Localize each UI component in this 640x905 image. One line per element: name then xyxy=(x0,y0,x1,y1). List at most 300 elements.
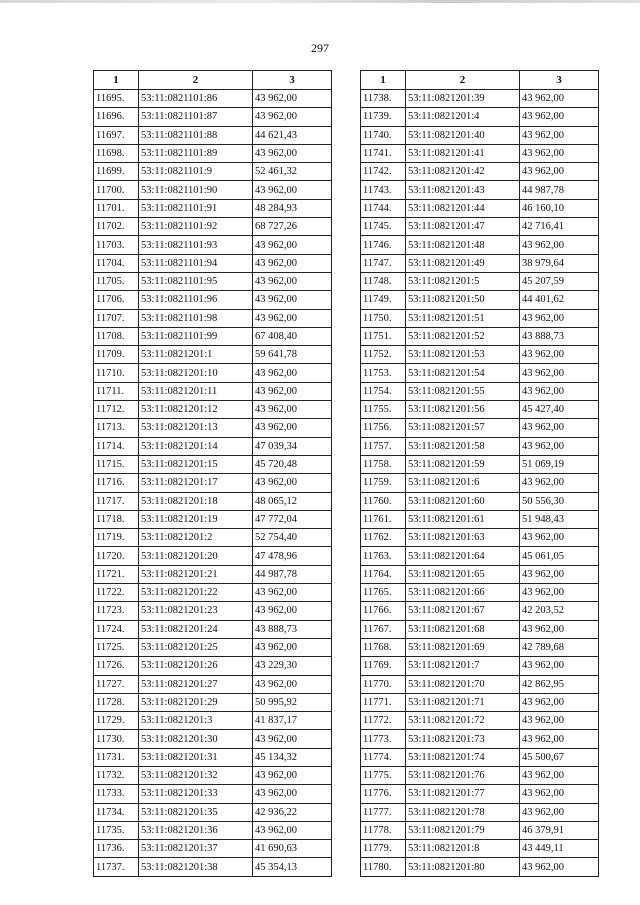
table-row xyxy=(361,510,599,528)
registry-table-right xyxy=(360,70,599,877)
row-number-cell: 11741. xyxy=(361,144,406,162)
cadastral-number-cell: 53:11:0821201:18 xyxy=(139,492,253,510)
value-cell: 42 789,68 xyxy=(520,638,599,656)
row-number-cell: 11747. xyxy=(361,254,406,272)
cadastral-number-cell: 53:11:0821201:17 xyxy=(139,474,253,492)
cadastral-number-cell: 53:11:0821201:37 xyxy=(139,840,253,858)
row-number-cell: 11700. xyxy=(94,181,139,199)
table-row xyxy=(361,199,599,217)
row-number-cell: 11742. xyxy=(361,163,406,181)
value-cell: 43 888,73 xyxy=(253,620,332,638)
row-number-cell: 11739. xyxy=(361,108,406,126)
table-row xyxy=(361,675,599,693)
table-row xyxy=(361,766,599,784)
row-number-cell: 11715. xyxy=(94,455,139,473)
row-number-cell: 11696. xyxy=(94,108,139,126)
value-cell: 43 962,00 xyxy=(520,474,599,492)
value-cell: 41 837,17 xyxy=(253,712,332,730)
row-number-cell: 11774. xyxy=(361,748,406,766)
value-cell: 43 962,00 xyxy=(520,144,599,162)
row-number-cell: 11737. xyxy=(94,858,139,876)
value-cell: 43 888,73 xyxy=(520,327,599,345)
table-row xyxy=(361,638,599,656)
table-row xyxy=(361,620,599,638)
value-cell: 43 962,00 xyxy=(253,364,332,382)
table-row xyxy=(361,748,599,766)
value-cell: 43 962,00 xyxy=(520,126,599,144)
row-number-cell: 11703. xyxy=(94,236,139,254)
value-cell: 43 962,00 xyxy=(253,821,332,839)
value-cell: 44 987,78 xyxy=(253,565,332,583)
cadastral-number-cell: 53:11:0821201:33 xyxy=(139,785,253,803)
cadastral-number-cell: 53:11:0821101:94 xyxy=(139,254,253,272)
table-row xyxy=(94,584,332,602)
table-row xyxy=(94,218,332,236)
cadastral-number-cell: 53:11:0821201:19 xyxy=(139,510,253,528)
value-cell: 43 962,00 xyxy=(253,675,332,693)
cadastral-number-cell: 53:11:0821201:55 xyxy=(406,382,520,400)
value-cell: 45 500,67 xyxy=(520,748,599,766)
value-cell: 67 408,40 xyxy=(253,327,332,345)
table-row xyxy=(361,437,599,455)
cadastral-number-cell: 53:11:0821201:44 xyxy=(406,199,520,217)
cadastral-number-cell: 53:11:0821201:29 xyxy=(139,693,253,711)
table-row xyxy=(361,419,599,437)
table-row xyxy=(361,108,599,126)
row-number-cell: 11727. xyxy=(94,675,139,693)
column-header-number: 1 xyxy=(94,71,139,90)
value-cell: 42 862,95 xyxy=(520,675,599,693)
value-cell: 50 995,92 xyxy=(253,693,332,711)
row-number-cell: 11735. xyxy=(94,821,139,839)
cadastral-number-cell: 53:11:0821201:54 xyxy=(406,364,520,382)
cadastral-number-cell: 53:11:0821201:7 xyxy=(406,657,520,675)
table-row xyxy=(94,657,332,675)
table-row xyxy=(361,547,599,565)
value-cell: 47 039,34 xyxy=(253,437,332,455)
row-number-cell: 11755. xyxy=(361,401,406,419)
row-number-cell: 11701. xyxy=(94,199,139,217)
value-cell: 43 962,00 xyxy=(253,584,332,602)
cadastral-number-cell: 53:11:0821201:53 xyxy=(406,346,520,364)
table-row xyxy=(361,181,599,199)
row-number-cell: 11744. xyxy=(361,199,406,217)
row-number-cell: 11771. xyxy=(361,693,406,711)
table-row xyxy=(361,163,599,181)
row-number-cell: 11746. xyxy=(361,236,406,254)
column-header-cadastral: 2 xyxy=(139,71,253,90)
value-cell: 68 727,26 xyxy=(253,218,332,236)
cadastral-number-cell: 53:11:0821201:69 xyxy=(406,638,520,656)
table-row xyxy=(94,492,332,510)
cadastral-number-cell: 53:11:0821201:32 xyxy=(139,766,253,784)
row-number-cell: 11704. xyxy=(94,254,139,272)
table-row xyxy=(94,858,332,876)
table-row xyxy=(361,565,599,583)
cadastral-number-cell: 53:11:0821201:12 xyxy=(139,401,253,419)
value-cell: 45 720,48 xyxy=(253,455,332,473)
value-cell: 43 962,00 xyxy=(253,236,332,254)
table-row xyxy=(94,254,332,272)
table-row xyxy=(361,364,599,382)
value-cell: 43 962,00 xyxy=(520,309,599,327)
cadastral-number-cell: 53:11:0821201:27 xyxy=(139,675,253,693)
value-cell: 43 962,00 xyxy=(253,474,332,492)
value-cell: 52 754,40 xyxy=(253,529,332,547)
cadastral-number-cell: 53:11:0821101:90 xyxy=(139,181,253,199)
table-row xyxy=(361,803,599,821)
cadastral-number-cell: 53:11:0821201:30 xyxy=(139,730,253,748)
row-number-cell: 11699. xyxy=(94,163,139,181)
value-cell: 43 962,00 xyxy=(253,785,332,803)
table-row xyxy=(94,510,332,528)
table-row xyxy=(94,126,332,144)
table-row xyxy=(361,309,599,327)
row-number-cell: 11777. xyxy=(361,803,406,821)
table-row xyxy=(361,401,599,419)
table-row xyxy=(94,547,332,565)
cadastral-number-cell: 53:11:0821101:99 xyxy=(139,327,253,345)
cadastral-number-cell: 53:11:0821201:65 xyxy=(406,565,520,583)
cadastral-number-cell: 53:11:0821201:11 xyxy=(139,382,253,400)
cadastral-number-cell: 53:11:0821201:78 xyxy=(406,803,520,821)
cadastral-number-cell: 53:11:0821101:98 xyxy=(139,309,253,327)
value-cell: 43 962,00 xyxy=(253,272,332,290)
value-cell: 44 987,78 xyxy=(520,181,599,199)
value-cell: 43 449,11 xyxy=(520,840,599,858)
value-cell: 43 962,00 xyxy=(520,803,599,821)
table-row xyxy=(94,730,332,748)
table-row xyxy=(361,346,599,364)
cadastral-number-cell: 53:11:0821201:63 xyxy=(406,529,520,547)
cadastral-number-cell: 53:11:0821101:88 xyxy=(139,126,253,144)
row-number-cell: 11760. xyxy=(361,492,406,510)
cadastral-number-cell: 53:11:0821201:64 xyxy=(406,547,520,565)
cadastral-number-cell: 53:11:0821201:26 xyxy=(139,657,253,675)
row-number-cell: 11740. xyxy=(361,126,406,144)
row-number-cell: 11768. xyxy=(361,638,406,656)
row-number-cell: 11757. xyxy=(361,437,406,455)
row-number-cell: 11767. xyxy=(361,620,406,638)
value-cell: 43 962,00 xyxy=(253,254,332,272)
row-number-cell: 11759. xyxy=(361,474,406,492)
row-number-cell: 11733. xyxy=(94,785,139,803)
row-number-cell: 11766. xyxy=(361,602,406,620)
row-number-cell: 11776. xyxy=(361,785,406,803)
cadastral-number-cell: 53:11:0821101:93 xyxy=(139,236,253,254)
cadastral-number-cell: 53:11:0821201:59 xyxy=(406,455,520,473)
value-cell: 52 461,32 xyxy=(253,163,332,181)
row-number-cell: 11764. xyxy=(361,565,406,583)
row-number-cell: 11711. xyxy=(94,382,139,400)
table-row xyxy=(361,144,599,162)
row-number-cell: 11769. xyxy=(361,657,406,675)
cadastral-number-cell: 53:11:0821201:4 xyxy=(406,108,520,126)
row-number-cell: 11705. xyxy=(94,272,139,290)
value-cell: 43 962,00 xyxy=(520,346,599,364)
row-number-cell: 11749. xyxy=(361,291,406,309)
cadastral-number-cell: 53:11:0821201:51 xyxy=(406,309,520,327)
table-row xyxy=(361,218,599,236)
row-number-cell: 11773. xyxy=(361,730,406,748)
row-number-cell: 11725. xyxy=(94,638,139,656)
table-row xyxy=(94,529,332,547)
value-cell: 45 061,05 xyxy=(520,547,599,565)
value-cell: 43 962,00 xyxy=(520,712,599,730)
table-row xyxy=(361,657,599,675)
value-cell: 43 962,00 xyxy=(520,657,599,675)
row-number-cell: 11706. xyxy=(94,291,139,309)
cadastral-number-cell: 53:11:0821201:2 xyxy=(139,529,253,547)
cadastral-number-cell: 53:11:0821101:92 xyxy=(139,218,253,236)
row-number-cell: 11728. xyxy=(94,693,139,711)
row-number-cell: 11758. xyxy=(361,455,406,473)
row-number-cell: 11778. xyxy=(361,821,406,839)
table-row xyxy=(94,474,332,492)
page-top-edge xyxy=(0,0,640,3)
value-cell: 43 962,00 xyxy=(520,620,599,638)
cadastral-number-cell: 53:11:0821201:76 xyxy=(406,766,520,784)
cadastral-number-cell: 53:11:0821201:14 xyxy=(139,437,253,455)
table-row xyxy=(94,419,332,437)
cadastral-number-cell: 53:11:0821201:47 xyxy=(406,218,520,236)
value-cell: 43 962,00 xyxy=(253,291,332,309)
row-number-cell: 11712. xyxy=(94,401,139,419)
table-row xyxy=(361,126,599,144)
table-row xyxy=(94,108,332,126)
value-cell: 48 065,12 xyxy=(253,492,332,510)
row-number-cell: 11698. xyxy=(94,144,139,162)
cadastral-number-cell: 53:11:0821201:58 xyxy=(406,437,520,455)
row-number-cell: 11738. xyxy=(361,90,406,108)
cadastral-number-cell: 53:11:0821201:80 xyxy=(406,858,520,876)
value-cell: 43 962,00 xyxy=(520,382,599,400)
table-row xyxy=(94,364,332,382)
value-cell: 43 962,00 xyxy=(520,90,599,108)
table-row xyxy=(94,620,332,638)
value-cell: 51 948,43 xyxy=(520,510,599,528)
table-row xyxy=(361,821,599,839)
row-number-cell: 11763. xyxy=(361,547,406,565)
value-cell: 47 772,04 xyxy=(253,510,332,528)
value-cell: 43 962,00 xyxy=(520,584,599,602)
row-number-cell: 11719. xyxy=(94,529,139,547)
cadastral-number-cell: 53:11:0821201:39 xyxy=(406,90,520,108)
cadastral-number-cell: 53:11:0821201:43 xyxy=(406,181,520,199)
table-row xyxy=(94,821,332,839)
cadastral-number-cell: 53:11:0821101:96 xyxy=(139,291,253,309)
cadastral-number-cell: 53:11:0821201:72 xyxy=(406,712,520,730)
cadastral-number-cell: 53:11:0821101:86 xyxy=(139,90,253,108)
table-row xyxy=(361,382,599,400)
cadastral-number-cell: 53:11:0821201:77 xyxy=(406,785,520,803)
cadastral-number-cell: 53:11:0821201:20 xyxy=(139,547,253,565)
cadastral-number-cell: 53:11:0821101:91 xyxy=(139,199,253,217)
table-header-row xyxy=(94,71,332,90)
value-cell: 43 962,00 xyxy=(253,730,332,748)
row-number-cell: 11772. xyxy=(361,712,406,730)
row-number-cell: 11731. xyxy=(94,748,139,766)
table-row xyxy=(361,858,599,876)
value-cell: 43 962,00 xyxy=(520,529,599,547)
cadastral-number-cell: 53:11:0821101:9 xyxy=(139,163,253,181)
value-cell: 43 962,00 xyxy=(520,236,599,254)
value-cell: 43 962,00 xyxy=(253,401,332,419)
table-row xyxy=(94,766,332,784)
value-cell: 46 379,91 xyxy=(520,821,599,839)
cadastral-number-cell: 53:11:0821101:89 xyxy=(139,144,253,162)
table-row xyxy=(361,474,599,492)
value-cell: 44 621,43 xyxy=(253,126,332,144)
cadastral-number-cell: 53:11:0821201:22 xyxy=(139,584,253,602)
row-number-cell: 11713. xyxy=(94,419,139,437)
row-number-cell: 11702. xyxy=(94,218,139,236)
table-row xyxy=(94,437,332,455)
table-row xyxy=(94,712,332,730)
cadastral-number-cell: 53:11:0821201:42 xyxy=(406,163,520,181)
cadastral-number-cell: 53:11:0821201:23 xyxy=(139,602,253,620)
value-cell: 41 690,63 xyxy=(253,840,332,858)
cadastral-number-cell: 53:11:0821201:6 xyxy=(406,474,520,492)
cadastral-number-cell: 53:11:0821201:31 xyxy=(139,748,253,766)
value-cell: 47 478,96 xyxy=(253,547,332,565)
cadastral-number-cell: 53:11:0821201:36 xyxy=(139,821,253,839)
value-cell: 43 962,00 xyxy=(253,382,332,400)
cadastral-number-cell: 53:11:0821201:24 xyxy=(139,620,253,638)
cadastral-number-cell: 53:11:0821201:70 xyxy=(406,675,520,693)
row-number-cell: 11716. xyxy=(94,474,139,492)
value-cell: 43 962,00 xyxy=(253,108,332,126)
row-number-cell: 11751. xyxy=(361,327,406,345)
value-cell: 43 229,30 xyxy=(253,657,332,675)
value-cell: 43 962,00 xyxy=(253,419,332,437)
value-cell: 43 962,00 xyxy=(520,108,599,126)
table-row xyxy=(361,785,599,803)
value-cell: 45 134,32 xyxy=(253,748,332,766)
cadastral-number-cell: 53:11:0821201:13 xyxy=(139,419,253,437)
cadastral-number-cell: 53:11:0821201:25 xyxy=(139,638,253,656)
registry-table-left xyxy=(93,70,332,877)
table-row xyxy=(361,602,599,620)
value-cell: 42 936,22 xyxy=(253,803,332,821)
row-number-cell: 11761. xyxy=(361,510,406,528)
cadastral-number-cell: 53:11:0821201:56 xyxy=(406,401,520,419)
cadastral-number-cell: 53:11:0821201:5 xyxy=(406,272,520,290)
table-row xyxy=(94,382,332,400)
table-row xyxy=(361,730,599,748)
row-number-cell: 11732. xyxy=(94,766,139,784)
row-number-cell: 11775. xyxy=(361,766,406,784)
cadastral-number-cell: 53:11:0821201:73 xyxy=(406,730,520,748)
row-number-cell: 11754. xyxy=(361,382,406,400)
table-row xyxy=(94,181,332,199)
value-cell: 43 962,00 xyxy=(520,730,599,748)
value-cell: 43 962,00 xyxy=(253,638,332,656)
table-row xyxy=(94,803,332,821)
row-number-cell: 11770. xyxy=(361,675,406,693)
value-cell: 43 962,00 xyxy=(520,163,599,181)
table-row xyxy=(361,492,599,510)
cadastral-number-cell: 53:11:0821201:67 xyxy=(406,602,520,620)
value-cell: 46 160,10 xyxy=(520,199,599,217)
value-cell: 43 962,00 xyxy=(520,364,599,382)
value-cell: 43 962,00 xyxy=(520,785,599,803)
row-number-cell: 11695. xyxy=(94,90,139,108)
row-number-cell: 11724. xyxy=(94,620,139,638)
cadastral-number-cell: 53:11:0821201:1 xyxy=(139,346,253,364)
table-row xyxy=(94,199,332,217)
row-number-cell: 11734. xyxy=(94,803,139,821)
value-cell: 45 427,40 xyxy=(520,401,599,419)
row-number-cell: 11722. xyxy=(94,584,139,602)
value-cell: 43 962,00 xyxy=(253,90,332,108)
row-number-cell: 11736. xyxy=(94,840,139,858)
table-row xyxy=(361,254,599,272)
cadastral-number-cell: 53:11:0821201:15 xyxy=(139,455,253,473)
row-number-cell: 11726. xyxy=(94,657,139,675)
row-number-cell: 11729. xyxy=(94,712,139,730)
value-cell: 43 962,00 xyxy=(253,766,332,784)
cadastral-number-cell: 53:11:0821201:50 xyxy=(406,291,520,309)
table-row xyxy=(361,693,599,711)
row-number-cell: 11745. xyxy=(361,218,406,236)
value-cell: 43 962,00 xyxy=(520,693,599,711)
row-number-cell: 11697. xyxy=(94,126,139,144)
row-number-cell: 11730. xyxy=(94,730,139,748)
cadastral-number-cell: 53:11:0821201:68 xyxy=(406,620,520,638)
table-row xyxy=(94,309,332,327)
cadastral-number-cell: 53:11:0821201:61 xyxy=(406,510,520,528)
row-number-cell: 11707. xyxy=(94,309,139,327)
value-cell: 43 962,00 xyxy=(520,766,599,784)
cadastral-number-cell: 53:11:0821201:57 xyxy=(406,419,520,437)
row-number-cell: 11720. xyxy=(94,547,139,565)
table-row xyxy=(94,90,332,108)
cadastral-number-cell: 53:11:0821201:79 xyxy=(406,821,520,839)
column-header-value: 3 xyxy=(520,71,599,90)
value-cell: 42 203,52 xyxy=(520,602,599,620)
column-header-number: 1 xyxy=(361,71,406,90)
cadastral-number-cell: 53:11:0821201:49 xyxy=(406,254,520,272)
row-number-cell: 11717. xyxy=(94,492,139,510)
table-row xyxy=(361,272,599,290)
column-header-value: 3 xyxy=(253,71,332,90)
cadastral-number-cell: 53:11:0821201:71 xyxy=(406,693,520,711)
table-row xyxy=(94,327,332,345)
cadastral-number-cell: 53:11:0821201:3 xyxy=(139,712,253,730)
page-number: 297 xyxy=(311,41,329,55)
table-row xyxy=(94,602,332,620)
value-cell: 43 962,00 xyxy=(253,181,332,199)
value-cell: 43 962,00 xyxy=(520,437,599,455)
row-number-cell: 11709. xyxy=(94,346,139,364)
cadastral-number-cell: 53:11:0821201:52 xyxy=(406,327,520,345)
row-number-cell: 11779. xyxy=(361,840,406,858)
row-number-cell: 11708. xyxy=(94,327,139,345)
value-cell: 59 641,78 xyxy=(253,346,332,364)
row-number-cell: 11743. xyxy=(361,181,406,199)
value-cell: 38 979,64 xyxy=(520,254,599,272)
cadastral-number-cell: 53:11:0821201:38 xyxy=(139,858,253,876)
cadastral-number-cell: 53:11:0821101:95 xyxy=(139,272,253,290)
table-row xyxy=(94,455,332,473)
table-row xyxy=(361,90,599,108)
table-row xyxy=(361,840,599,858)
row-number-cell: 11752. xyxy=(361,346,406,364)
table-row xyxy=(361,291,599,309)
row-number-cell: 11723. xyxy=(94,602,139,620)
value-cell: 43 962,00 xyxy=(520,565,599,583)
